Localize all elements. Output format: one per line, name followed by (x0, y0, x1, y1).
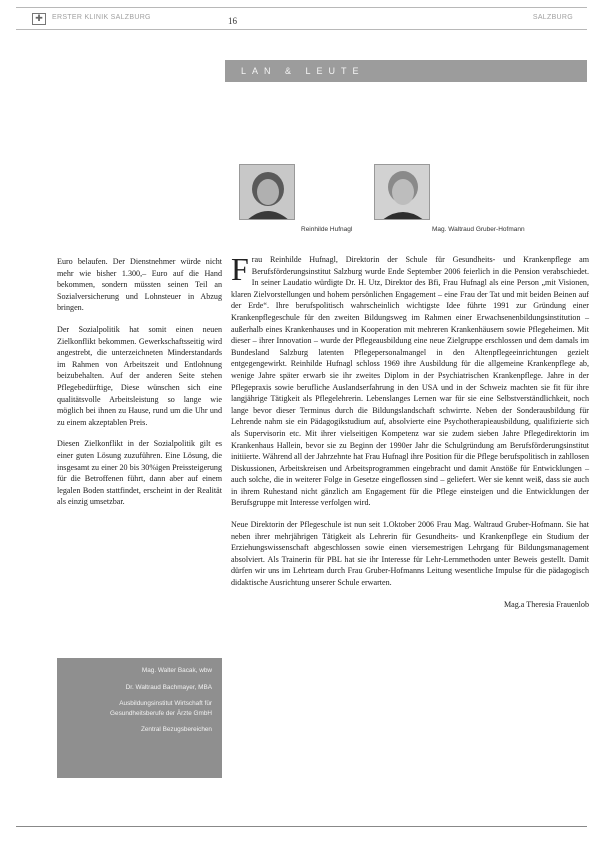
portrait-photo-gruber-hofmann (374, 164, 430, 220)
header-top-rule (16, 7, 587, 8)
page-number: 16 (228, 16, 237, 26)
left-paragraph: Der Sozialpolitik hat somit einen neuen Zielkonflikt bekommen. Gewerkschaftsseitig wird angestrebt, die unterzeichneten Minderstandards im Rahmen von Arbeitszeit und Entlohnung beizubehalten. Auf der anderen Seite stehen Pflegebedürftige, Diese wünschen sich eine qualitätsvolle Arbeitsleistung so lange wie möglich bei ihnen zu Hause, rund um die Uhr und zu einem akzeptablen Preis. (57, 324, 222, 427)
header-bottom-rule (16, 29, 587, 30)
info-box-line: Dr. Waltraud Bachmayer, MBA (125, 683, 212, 691)
right-paragraph-intro (231, 251, 589, 509)
right-paragraph: Neue Direktorin der Pflegeschule ist nun seit 1.Oktober 2006 Frau Mag. Waltraud Gruber-Hofmann. Sie hat neben ihrer mehrjährigen Tätigkeit als Lehrerin für Gesundheits- und Krankenpflege ein Studium der Erziehungswissenschaft abgeschlossen sowie einen viersemestrigen Lehrgang für Bildungsmanagement absolviert. Als Trainerin für PBL hat sie ihr Interesse für Lehr-Lernmethoden unter Beweis gestellt. Damit dürfen wir uns im Lehrteam durch Frau Gruber-Hofmanns Leitung wesentliche Impulse für die pädagogisch didaktische Ausrichtung unserer Schule erwarten. (231, 520, 589, 588)
author-info-box (57, 658, 222, 778)
header-right-label: SALZBURG (532, 14, 573, 21)
section-title-band: LAN & LEUTE (225, 60, 587, 82)
right-column (231, 251, 589, 610)
photo-caption-hufnagl: Reinhilde Hufnagl (301, 226, 353, 233)
info-box-line: Ausbildungsinstitut Wirtschaft für Gesundheitsberufe der Ärzte GmbH (110, 700, 212, 717)
portrait-gruber-hofmann-image (375, 165, 430, 220)
info-box-line: Zentral Bezugsbereichen (140, 726, 212, 733)
article-signature: Mag.a Theresia Frauenlob (503, 599, 589, 609)
cross-logo-icon: ✚ (32, 13, 46, 25)
left-paragraph: Diesen Zielkonflikt in der Sozialpolitik gilt es einer guten Lösung zuzuführen. Eine Lösung, die insgesamt zu einer 20 bis 30%igen Preissteigerung für die Betroffenen führt, dann aber auf einem legalen Boden stattfindet, erscheint in der Realität als einzig umsetzbar. (57, 439, 222, 507)
portrait-photo-hufnagl (239, 164, 295, 220)
portrait-hufnagl-image (240, 165, 295, 220)
right-paragraph-text: rau Reinhilde Hufnagl, Direktorin der Schule für Gesundheits- und Krankenpflege am Berufsförderungsinstitut Salzburg wurde Ende September 2006 feierlich in die Pension verabschiedet. In seiner Laudatio würdigte Dr. H. Utz, Direktor des Bfi, Frau Hufnagl als eine Person „mit Visionen, klaren Zielvorstellungen und hohem persönlichen Engagement – eine Frau der Tat und mit beiden Beinen auf der Erde“. Ihre berufspolitisch wahrscheinlich wichtigste Idee führte 1991 zur Gründung einer Krankenpflegeschule für den zweiten Bildungsweg im Rahmen einer Erwachsenenbildungsinstitution – außerhalb eines Krankenhauses und in Kooperation mit mehreren Krankenhäusern sowie Pflegeheimen. Mit dieser – ihrer Innovation – wurde der Pflegeausbildung eine neue Zielgruppe erschlossen und dem damals im Bundesland Salzburg latenten Pflegepersonalmangel in den Altenpflegeeinrichtungen gezielt entgegengewirkt. Reinhilde Hufnagl schloss 1969 ihre Ausbildung für die allgemeine Krankenpflege ab, wenige Jahre später erwarb sie ihr zweites Diplom in der Psychiatrischen Krankenpflege. Jahre in der Pflegepraxis sowie berufliche Auslandserfahrung in den USA und in der Schweiz machten sie fit für ihre langjährige Tätigkeit als Pflegelehrerin. Lebenslanges Lernen war für sie eine Selbstverständlichkeit, noch lange bevor dieser Terminus durch die Bildungslandschaft schwirrte. Neben der Sonderausbildung für Lehrende nahm sie ein Pädagogikstudium auf, absolvierte eine Psychotherapieausbildung, qualifizierte sich als Supervisorin etc. Mit ihrer vielseitigen Kompetenz war sie zudem sieben Jahre Pflegedirektorin im Krankenhaus Hallein, bevor sie zu Beginn der 1990er Jahr die Schulgründung am Berufsförderungsinstitut initiierte. Während all der Jahrzehnte hat Frau Hufnagl ihre Position für die Pflege berufspolitisch in zahllosen Diskussionen, Arbeitskreisen und Arbeitsprogrammen eingebracht und damit Anstöße für Entwicklungen – auch solche, die in weiterer Folge in Gesetze eingeflossen sind – geliefert. Wer sie kennt weiß, dass sie auch in ihrem Ruhestand nicht gänzlich am Engagement für die Pflege einsteigen und die Entwicklungen der Berufsgruppe mit Interesse verfolgen wird. (231, 255, 589, 508)
left-paragraph: Euro belaufen. Der Dienstnehmer würde nicht mehr wie bisher 1.300,– Euro auf die Hand bekommen, sondern müssten seinen Teil an Sozialversicherung und Lohnsteuer in Abzug bringen. (57, 257, 222, 313)
photo-caption-gruber-hofmann: Mag. Waltraud Gruber-Hofmann (432, 226, 525, 233)
info-box-line: Mag. Walter Bacak, wbw (141, 667, 212, 674)
header-left-label: ERSTER KLINIK SALZBURG (52, 14, 151, 21)
drop-cap: F (231, 251, 249, 287)
left-column (57, 256, 222, 518)
footer-rule (16, 826, 587, 827)
